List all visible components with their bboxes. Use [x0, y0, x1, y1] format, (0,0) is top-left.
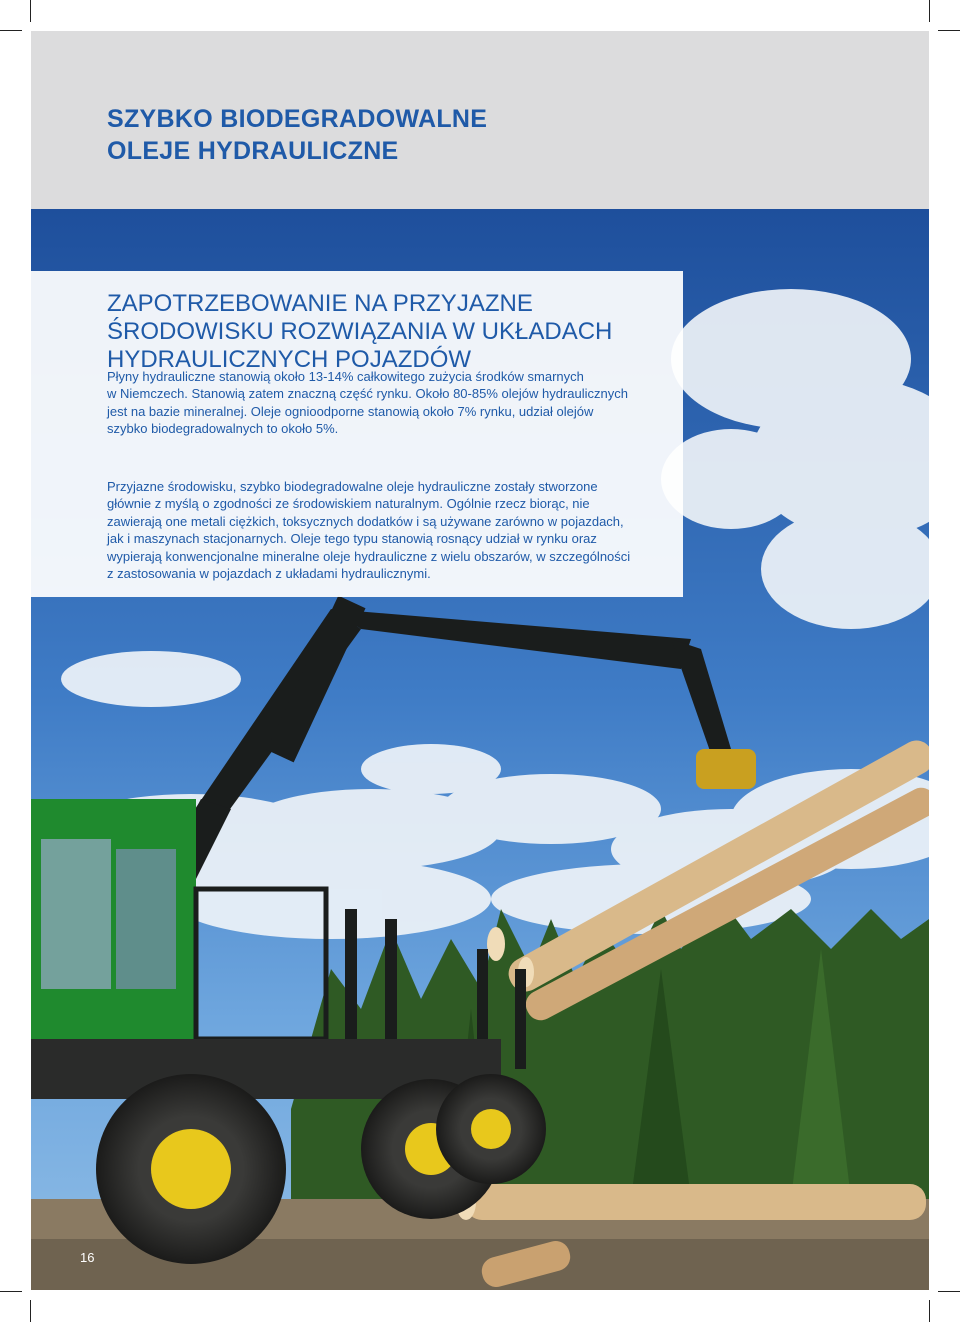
crop-mark	[0, 30, 22, 31]
crop-mark	[0, 1291, 22, 1292]
paragraph-line: Przyjazne środowisku, szybko biodegradowalne oleje hydrauliczne zostały stworzone	[107, 479, 598, 494]
section-heading-line: ŚRODOWISKU ROZWIĄZANIA W UKŁADACH	[107, 318, 613, 345]
paragraph-line: w Niemczech. Stanowią zatem znaczną część rynku. Około 80-85% olejów hydraulicznych	[107, 386, 628, 402]
paragraph-line: z zastosowania w pojazdach z układami hydraulicznymi.	[107, 566, 431, 582]
paragraph-line: zawierają one metali ciężkich, toksycznych dodatków i są używane zarówno w pojazdach,	[107, 513, 624, 529]
paragraph-line: głównie z myślą o zgodności ze środowiskiem naturalnym. Ogólnie rzecz biorąc, nie	[107, 496, 590, 512]
paragraph-2	[107, 478, 652, 582]
section-heading-line: ZAPOTRZEBOWANIE NA PRZYJAZNE	[107, 290, 533, 317]
crop-mark	[929, 1300, 930, 1322]
page-number: 16	[80, 1250, 95, 1265]
ground-log	[466, 1184, 926, 1220]
page-title-line: OLEJE HYDRAULICZNE	[107, 137, 399, 165]
crop-mark	[929, 0, 930, 22]
page-title	[107, 103, 487, 167]
section-heading	[107, 290, 612, 374]
paragraph-line: wypierają konwencjonalne mineralne oleje hydrauliczne z wielu obszarów, w szczególności	[107, 548, 631, 564]
paragraph-line: jest na bazie mineralnej. Oleje ognioodporne stanowią około 7% rynku, udział olejów	[107, 403, 594, 419]
crop-mark	[30, 1300, 31, 1322]
grapple	[696, 749, 756, 789]
paragraph-line: jak i maszynach stacjonarnych. Oleje tego typu stanowią rosnący udział w rynku oraz	[107, 531, 597, 547]
crop-mark	[938, 1291, 960, 1292]
crop-mark	[938, 30, 960, 31]
section-heading-line: HYDRAULICZNYCH POJAZDÓW	[107, 346, 472, 373]
page-title-line: SZYBKO BIODEGRADOWALNE	[107, 105, 488, 133]
paragraph-1	[107, 368, 652, 438]
paragraph-line: Płyny hydrauliczne stanowią około 13-14% całkowitego zużycia środków smarnych	[107, 369, 584, 384]
crop-mark	[30, 0, 31, 22]
paragraph-line: szybko biodegradowalnych to około 5%.	[107, 421, 339, 437]
